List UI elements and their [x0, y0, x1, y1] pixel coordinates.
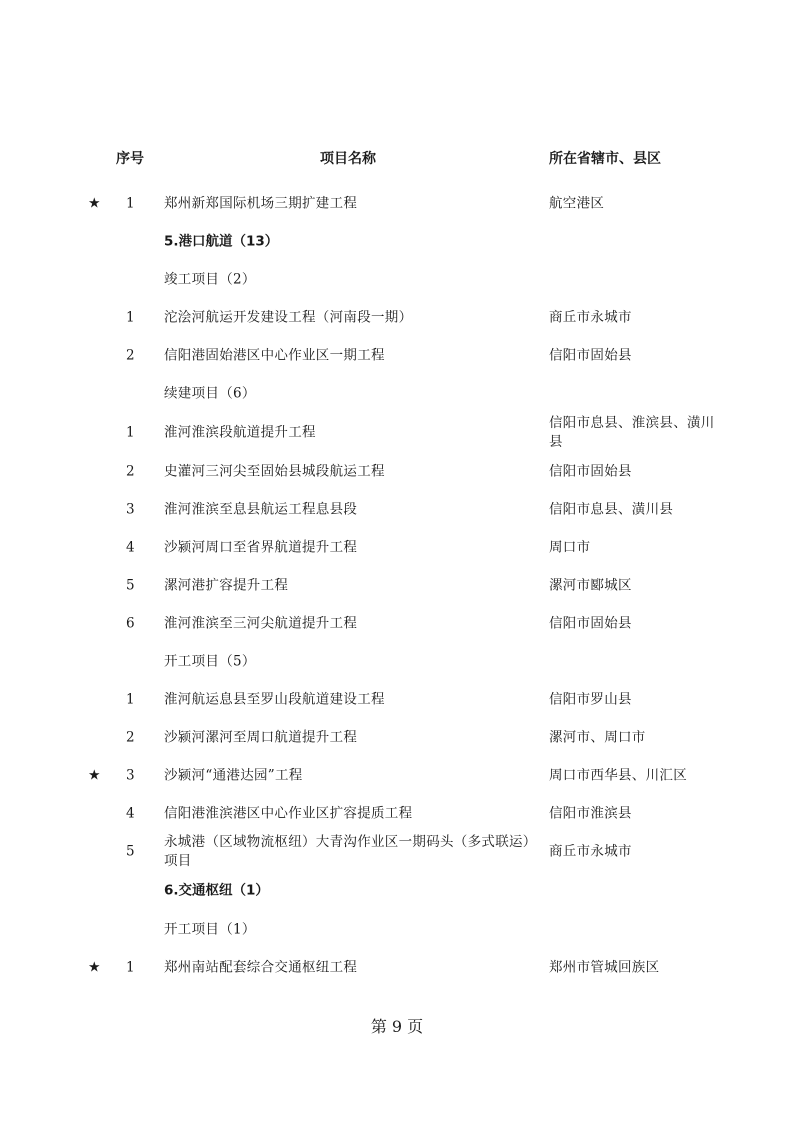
row-number: 2: [126, 463, 135, 480]
project-name: 郑州南站配套综合交通枢纽工程: [164, 959, 358, 976]
section-heading: [0, 871, 794, 911]
table-row: [0, 605, 794, 643]
row-number: 1: [126, 691, 135, 708]
star-icon: ★: [88, 195, 101, 212]
project-location: 漯河市郾城区: [549, 577, 632, 594]
project-location: 信阳市固始县: [549, 463, 632, 480]
subsection-title: 开工项目（5）: [164, 653, 256, 670]
section-title: 5.港口航道（13）: [164, 233, 279, 250]
row-number: 3: [126, 767, 135, 784]
project-name: 淮河淮滨段航道提升工程: [164, 424, 316, 441]
project-name: 淮河航运息县至罗山段航道建设工程: [164, 691, 385, 708]
table-row: [0, 757, 794, 795]
table-row: [0, 795, 794, 833]
project-location: 信阳市息县、潢川县: [549, 501, 674, 518]
table-row: [0, 529, 794, 567]
row-number: 1: [126, 309, 135, 326]
table-row: [0, 337, 794, 375]
section-title: 6.交通枢纽（1）: [164, 882, 269, 899]
project-name: 永城港（区域物流枢纽）大青沟作业区一期码头（多式联运）项目: [164, 834, 530, 869]
project-location: 周口市西华县、川汇区: [549, 767, 687, 784]
project-name: 淮河淮滨至三河尖航道提升工程: [164, 615, 358, 632]
project-location: 漯河市、周口市: [549, 729, 646, 746]
project-name: 淮河淮滨至息县航运工程息县段: [164, 501, 358, 518]
row-number: 2: [126, 347, 135, 364]
table-row: [0, 491, 794, 529]
table-row: [0, 413, 794, 453]
header-name: 项目名称: [320, 151, 376, 167]
subsection-title: 续建项目（6）: [164, 385, 256, 402]
table-row: [0, 299, 794, 337]
table-row: [0, 681, 794, 719]
row-number: 3: [126, 501, 135, 518]
project-location: 信阳市罗山县: [549, 691, 632, 708]
subsection-heading: [0, 911, 794, 949]
row-number: 6: [126, 615, 135, 632]
project-name: 沙颍河周口至省界航道提升工程: [164, 539, 358, 556]
project-name: 信阳港固始港区中心作业区一期工程: [164, 347, 385, 364]
project-name: 沙颍河“通港达园”工程: [164, 767, 303, 784]
project-name: 沱浍河航运开发建设工程（河南段一期）: [164, 309, 413, 326]
subsection-title: 开工项目（1）: [164, 921, 256, 938]
project-location: 商丘市永城市: [549, 309, 632, 326]
project-table: [0, 185, 794, 987]
project-name: 沙颍河漯河至周口航道提升工程: [164, 729, 358, 746]
row-number: 4: [126, 805, 135, 822]
row-number: 4: [126, 539, 135, 556]
page-number: 第 9 页: [370, 1017, 424, 1036]
table-row: [0, 567, 794, 605]
project-name: 郑州新郑国际机场三期扩建工程: [164, 195, 358, 212]
table-row: [0, 833, 794, 871]
star-icon: ★: [88, 959, 101, 976]
project-location: 信阳市固始县: [549, 347, 632, 364]
row-number: 1: [126, 195, 135, 212]
subsection-heading: [0, 643, 794, 681]
table-header: [0, 148, 794, 172]
project-location: 信阳市息县、淮滨县、潢川县: [549, 415, 715, 450]
row-number: 2: [126, 729, 135, 746]
subsection-heading: [0, 375, 794, 413]
header-seq: 序号: [116, 151, 144, 167]
project-location: 信阳市固始县: [549, 615, 632, 632]
table-row: [0, 719, 794, 757]
row-number: 5: [126, 577, 135, 594]
subsection-title: 竣工项目（2）: [164, 271, 256, 288]
project-name: 史灌河三河尖至固始县城段航运工程: [164, 463, 385, 480]
table-row: [0, 949, 794, 987]
project-name: 漯河港扩容提升工程: [164, 577, 289, 594]
subsection-heading: [0, 261, 794, 299]
star-icon: ★: [88, 767, 101, 784]
project-location: 郑州市管城回族区: [549, 959, 660, 976]
table-row: [0, 185, 794, 223]
project-location: 信阳市淮滨县: [549, 805, 632, 822]
section-heading: [0, 223, 794, 261]
header-location: 所在省辖市、县区: [549, 151, 661, 167]
project-location: 周口市: [549, 539, 591, 556]
project-location: 商丘市永城市: [549, 843, 632, 860]
row-number: 5: [126, 843, 135, 860]
table-row: [0, 453, 794, 491]
row-number: 1: [126, 959, 135, 976]
project-name: 信阳港淮滨港区中心作业区扩容提质工程: [164, 805, 413, 822]
project-location: 航空港区: [549, 195, 605, 212]
row-number: 1: [126, 424, 135, 441]
